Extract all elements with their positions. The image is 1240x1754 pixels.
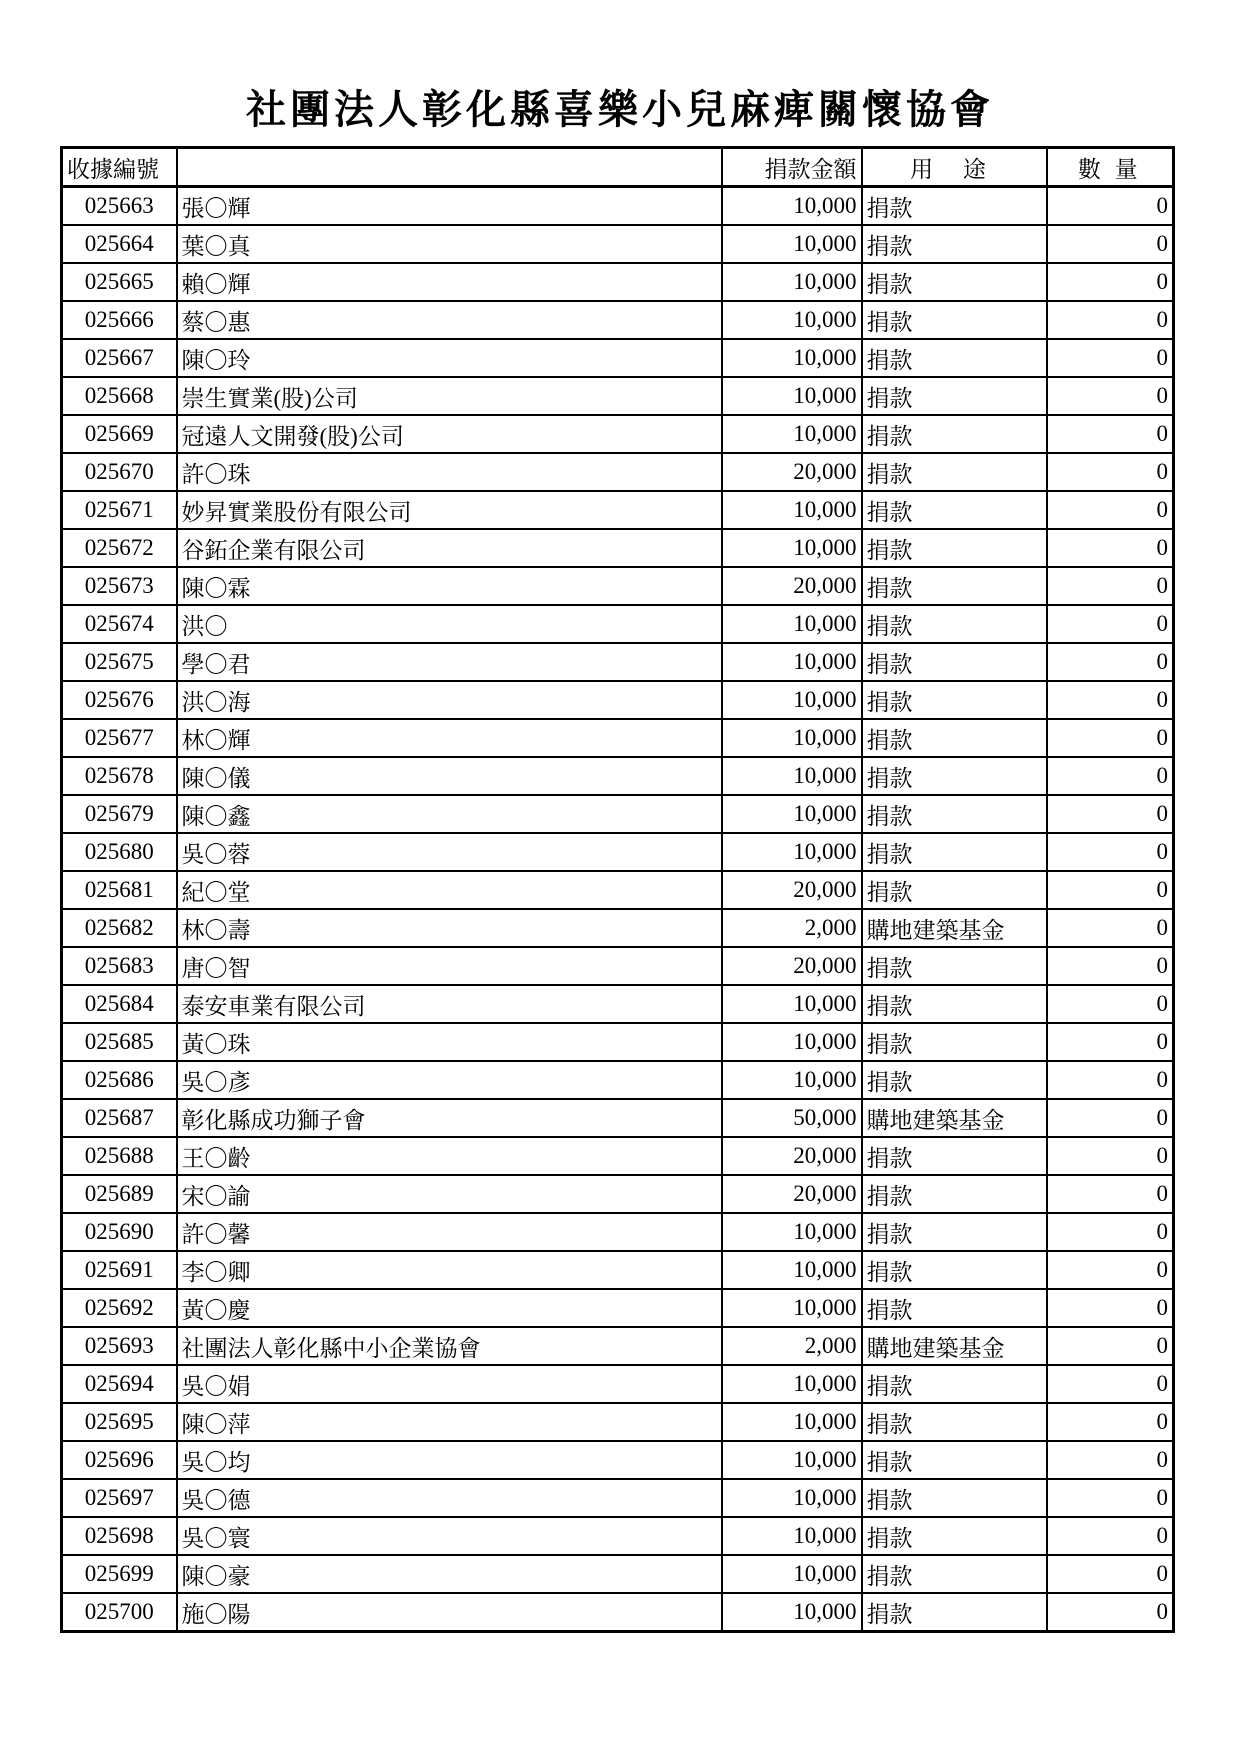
table-row [62, 909, 1174, 947]
receipt-no-cell: 025677 [62, 719, 177, 757]
donor-name-cell: 洪〇 [177, 605, 722, 643]
receipt-no-cell: 025670 [62, 453, 177, 491]
amount-cell: 20,000 [722, 871, 862, 909]
receipt-no-cell: 025674 [62, 605, 177, 643]
purpose-cell: 捐款 [862, 1555, 1047, 1593]
table-row [62, 1213, 1174, 1251]
purpose-cell: 捐款 [862, 1403, 1047, 1441]
table-row [62, 263, 1174, 301]
receipt-no-cell: 025697 [62, 1479, 177, 1517]
table-row [62, 1517, 1174, 1555]
table-row [62, 1023, 1174, 1061]
donor-name-cell: 陳〇玲 [177, 339, 722, 377]
amount-cell: 10,000 [722, 377, 862, 415]
donor-name-cell: 宋〇諭 [177, 1175, 722, 1213]
table-row [62, 339, 1174, 377]
table-row [62, 1555, 1174, 1593]
purpose-cell: 捐款 [862, 377, 1047, 415]
table-row [62, 1251, 1174, 1289]
quantity-cell: 0 [1047, 1023, 1174, 1061]
table-row [62, 1099, 1174, 1137]
amount-cell: 10,000 [722, 795, 862, 833]
receipt-no-cell: 025698 [62, 1517, 177, 1555]
receipt-no-cell: 025680 [62, 833, 177, 871]
quantity-cell: 0 [1047, 605, 1174, 643]
donor-name-cell: 李〇卿 [177, 1251, 722, 1289]
amount-cell: 50,000 [722, 1099, 862, 1137]
receipt-no-cell: 025664 [62, 225, 177, 263]
purpose-cell: 捐款 [862, 567, 1047, 605]
donor-name-cell: 王〇齡 [177, 1137, 722, 1175]
quantity-cell: 0 [1047, 757, 1174, 795]
table-row [62, 757, 1174, 795]
donor-name-cell: 泰安車業有限公司 [177, 985, 722, 1023]
purpose-cell: 捐款 [862, 491, 1047, 529]
table-row [62, 377, 1174, 415]
donor-name-cell: 黃〇慶 [177, 1289, 722, 1327]
receipt-no-cell: 025686 [62, 1061, 177, 1099]
receipt-no-cell: 025683 [62, 947, 177, 985]
table-row [62, 1441, 1174, 1479]
amount-cell: 2,000 [722, 909, 862, 947]
purpose-cell: 捐款 [862, 947, 1047, 985]
amount-cell: 10,000 [722, 1213, 862, 1251]
quantity-cell: 0 [1047, 1099, 1174, 1137]
donor-name-cell: 林〇壽 [177, 909, 722, 947]
table-row [62, 681, 1174, 719]
table-row [62, 1137, 1174, 1175]
purpose-cell: 捐款 [862, 187, 1047, 226]
receipt-no-cell: 025676 [62, 681, 177, 719]
receipt-no-cell: 025687 [62, 1099, 177, 1137]
purpose-cell: 捐款 [862, 681, 1047, 719]
donor-name-cell: 吳〇彥 [177, 1061, 722, 1099]
table-row [62, 415, 1174, 453]
amount-cell: 20,000 [722, 1137, 862, 1175]
donor-name-cell: 谷鉐企業有限公司 [177, 529, 722, 567]
purpose-cell: 捐款 [862, 301, 1047, 339]
purpose-cell: 捐款 [862, 871, 1047, 909]
table-row [62, 453, 1174, 491]
donor-name-cell: 學〇君 [177, 643, 722, 681]
quantity-cell: 0 [1047, 377, 1174, 415]
quantity-cell: 0 [1047, 795, 1174, 833]
quantity-cell: 0 [1047, 1137, 1174, 1175]
quantity-cell: 0 [1047, 491, 1174, 529]
amount-cell: 10,000 [722, 415, 862, 453]
table-row [62, 567, 1174, 605]
table-row [62, 1479, 1174, 1517]
donor-name-cell: 吳〇娟 [177, 1365, 722, 1403]
amount-cell: 10,000 [722, 643, 862, 681]
amount-cell: 10,000 [722, 1593, 862, 1632]
table-row [62, 1061, 1174, 1099]
purpose-cell: 捐款 [862, 1023, 1047, 1061]
receipt-no-cell: 025684 [62, 985, 177, 1023]
amount-cell: 10,000 [722, 225, 862, 263]
donor-name-cell: 冠遠人文開發(股)公司 [177, 415, 722, 453]
receipt-no-cell: 025668 [62, 377, 177, 415]
purpose-cell: 購地建築基金 [862, 1099, 1047, 1137]
donor-name-cell: 唐〇智 [177, 947, 722, 985]
donor-name-cell: 葉〇真 [177, 225, 722, 263]
purpose-cell: 捐款 [862, 1593, 1047, 1632]
donor-name-cell: 張〇輝 [177, 187, 722, 226]
purpose-cell: 捐款 [862, 757, 1047, 795]
quantity-cell: 0 [1047, 719, 1174, 757]
donor-name-cell: 陳〇霖 [177, 567, 722, 605]
purpose-cell: 購地建築基金 [862, 1327, 1047, 1365]
amount-cell: 10,000 [722, 605, 862, 643]
donor-name-cell: 社團法人彰化縣中小企業協會 [177, 1327, 722, 1365]
quantity-cell: 0 [1047, 643, 1174, 681]
donor-name-cell: 陳〇豪 [177, 1555, 722, 1593]
donor-name-cell: 許〇珠 [177, 453, 722, 491]
table-row [62, 529, 1174, 567]
purpose-cell: 捐款 [862, 795, 1047, 833]
receipt-no-cell: 025665 [62, 263, 177, 301]
quantity-cell: 0 [1047, 263, 1174, 301]
purpose-cell: 捐款 [862, 529, 1047, 567]
quantity-cell: 0 [1047, 1403, 1174, 1441]
purpose-cell: 購地建築基金 [862, 909, 1047, 947]
amount-cell: 10,000 [722, 1517, 862, 1555]
amount-cell: 20,000 [722, 1175, 862, 1213]
receipt-no-cell: 025679 [62, 795, 177, 833]
table-row [62, 1289, 1174, 1327]
quantity-cell: 0 [1047, 1593, 1174, 1632]
receipt-no-cell: 025681 [62, 871, 177, 909]
receipt-no-cell: 025694 [62, 1365, 177, 1403]
receipt-no-cell: 025696 [62, 1441, 177, 1479]
receipt-no-cell: 025690 [62, 1213, 177, 1251]
quantity-cell: 0 [1047, 1555, 1174, 1593]
table-row [62, 1365, 1174, 1403]
donor-name-cell: 黃〇珠 [177, 1023, 722, 1061]
donor-name-cell: 洪〇海 [177, 681, 722, 719]
donor-name-cell: 林〇輝 [177, 719, 722, 757]
quantity-cell: 0 [1047, 1213, 1174, 1251]
table-row [62, 491, 1174, 529]
amount-cell: 10,000 [722, 263, 862, 301]
purpose-cell: 捐款 [862, 643, 1047, 681]
donor-name-cell: 陳〇鑫 [177, 795, 722, 833]
purpose-cell: 捐款 [862, 339, 1047, 377]
quantity-cell: 0 [1047, 681, 1174, 719]
quantity-cell: 0 [1047, 225, 1174, 263]
donor-name-cell: 吳〇均 [177, 1441, 722, 1479]
table-body [62, 187, 1174, 1632]
receipt-no-cell: 025663 [62, 187, 177, 226]
purpose-cell: 捐款 [862, 833, 1047, 871]
table-row [62, 1327, 1174, 1365]
quantity-cell: 0 [1047, 415, 1174, 453]
donor-name-cell: 崇生實業(股)公司 [177, 377, 722, 415]
donor-name-cell: 蔡〇惠 [177, 301, 722, 339]
table-row [62, 1593, 1174, 1632]
purpose-cell: 捐款 [862, 263, 1047, 301]
quantity-cell: 0 [1047, 1365, 1174, 1403]
receipt-no-cell: 025689 [62, 1175, 177, 1213]
purpose-cell: 捐款 [862, 1365, 1047, 1403]
amount-cell: 10,000 [722, 1023, 862, 1061]
donor-name-cell: 許〇馨 [177, 1213, 722, 1251]
receipt-no-cell: 025682 [62, 909, 177, 947]
receipt-no-cell: 025666 [62, 301, 177, 339]
quantity-cell: 0 [1047, 1327, 1174, 1365]
quantity-cell: 0 [1047, 529, 1174, 567]
receipt-no-cell: 025675 [62, 643, 177, 681]
purpose-cell: 捐款 [862, 1175, 1047, 1213]
table-row [62, 795, 1174, 833]
purpose-cell: 捐款 [862, 1213, 1047, 1251]
amount-cell: 10,000 [722, 1289, 862, 1327]
receipt-no-cell: 025691 [62, 1251, 177, 1289]
table-header [62, 148, 1174, 187]
amount-cell: 10,000 [722, 339, 862, 377]
amount-cell: 10,000 [722, 719, 862, 757]
table-row [62, 643, 1174, 681]
table-row [62, 833, 1174, 871]
amount-cell: 10,000 [722, 757, 862, 795]
receipt-no-cell: 025700 [62, 1593, 177, 1632]
donor-name-cell: 妙昇實業股份有限公司 [177, 491, 722, 529]
purpose-cell: 捐款 [862, 415, 1047, 453]
amount-cell: 10,000 [722, 529, 862, 567]
receipt-no-cell: 025667 [62, 339, 177, 377]
donor-name-cell: 吳〇寰 [177, 1517, 722, 1555]
header-quantity: 數 量 [1047, 148, 1174, 187]
amount-cell: 10,000 [722, 187, 862, 226]
table-row [62, 871, 1174, 909]
quantity-cell: 0 [1047, 339, 1174, 377]
amount-cell: 10,000 [722, 833, 862, 871]
donor-name-cell: 陳〇萍 [177, 1403, 722, 1441]
purpose-cell: 捐款 [862, 1251, 1047, 1289]
quantity-cell: 0 [1047, 187, 1174, 226]
purpose-cell: 捐款 [862, 1137, 1047, 1175]
quantity-cell: 0 [1047, 453, 1174, 491]
header-purpose: 用 途 [862, 148, 1047, 187]
quantity-cell: 0 [1047, 1061, 1174, 1099]
purpose-cell: 捐款 [862, 225, 1047, 263]
donor-name-cell: 陳〇儀 [177, 757, 722, 795]
amount-cell: 20,000 [722, 947, 862, 985]
quantity-cell: 0 [1047, 833, 1174, 871]
purpose-cell: 捐款 [862, 1061, 1047, 1099]
purpose-cell: 捐款 [862, 719, 1047, 757]
table-row [62, 301, 1174, 339]
purpose-cell: 捐款 [862, 453, 1047, 491]
quantity-cell: 0 [1047, 301, 1174, 339]
purpose-cell: 捐款 [862, 1289, 1047, 1327]
header-receipt-no: 收據編號 [62, 148, 177, 187]
donor-name-cell: 彰化縣成功獅子會 [177, 1099, 722, 1137]
donor-name-cell: 賴〇輝 [177, 263, 722, 301]
donor-name-cell: 吳〇德 [177, 1479, 722, 1517]
receipt-no-cell: 025699 [62, 1555, 177, 1593]
receipt-no-cell: 025688 [62, 1137, 177, 1175]
purpose-cell: 捐款 [862, 1441, 1047, 1479]
amount-cell: 10,000 [722, 1479, 862, 1517]
quantity-cell: 0 [1047, 947, 1174, 985]
purpose-cell: 捐款 [862, 1479, 1047, 1517]
quantity-cell: 0 [1047, 1441, 1174, 1479]
amount-cell: 2,000 [722, 1327, 862, 1365]
quantity-cell: 0 [1047, 1517, 1174, 1555]
receipt-no-cell: 025693 [62, 1327, 177, 1365]
amount-cell: 10,000 [722, 985, 862, 1023]
header-amount: 捐款金額 [722, 148, 862, 187]
amount-cell: 10,000 [722, 1441, 862, 1479]
table-row [62, 719, 1174, 757]
amount-cell: 10,000 [722, 1403, 862, 1441]
amount-cell: 10,000 [722, 1365, 862, 1403]
receipt-no-cell: 025673 [62, 567, 177, 605]
quantity-cell: 0 [1047, 1175, 1174, 1213]
donation-table [60, 146, 1175, 1633]
receipt-no-cell: 025695 [62, 1403, 177, 1441]
purpose-cell: 捐款 [862, 985, 1047, 1023]
quantity-cell: 0 [1047, 985, 1174, 1023]
receipt-no-cell: 025678 [62, 757, 177, 795]
table-row [62, 605, 1174, 643]
amount-cell: 20,000 [722, 567, 862, 605]
quantity-cell: 0 [1047, 1479, 1174, 1517]
receipt-no-cell: 025671 [62, 491, 177, 529]
header-name [177, 148, 722, 187]
page-title: 社團法人彰化縣喜樂小兒麻痺關懷協會 [246, 86, 994, 133]
amount-cell: 10,000 [722, 301, 862, 339]
table-row [62, 947, 1174, 985]
donor-name-cell: 吳〇蓉 [177, 833, 722, 871]
table-row [62, 985, 1174, 1023]
receipt-no-cell: 025672 [62, 529, 177, 567]
receipt-no-cell: 025685 [62, 1023, 177, 1061]
amount-cell: 20,000 [722, 453, 862, 491]
quantity-cell: 0 [1047, 567, 1174, 605]
purpose-cell: 捐款 [862, 605, 1047, 643]
quantity-cell: 0 [1047, 909, 1174, 947]
receipt-no-cell: 025669 [62, 415, 177, 453]
table-row [62, 187, 1174, 226]
amount-cell: 10,000 [722, 681, 862, 719]
table-row [62, 1175, 1174, 1213]
donor-name-cell: 施〇陽 [177, 1593, 722, 1632]
amount-cell: 10,000 [722, 1061, 862, 1099]
donor-name-cell: 紀〇堂 [177, 871, 722, 909]
quantity-cell: 0 [1047, 871, 1174, 909]
amount-cell: 10,000 [722, 1251, 862, 1289]
header-row [62, 148, 1174, 187]
amount-cell: 10,000 [722, 1555, 862, 1593]
table-row [62, 225, 1174, 263]
quantity-cell: 0 [1047, 1251, 1174, 1289]
quantity-cell: 0 [1047, 1289, 1174, 1327]
purpose-cell: 捐款 [862, 1517, 1047, 1555]
amount-cell: 10,000 [722, 491, 862, 529]
receipt-no-cell: 025692 [62, 1289, 177, 1327]
table-row [62, 1403, 1174, 1441]
